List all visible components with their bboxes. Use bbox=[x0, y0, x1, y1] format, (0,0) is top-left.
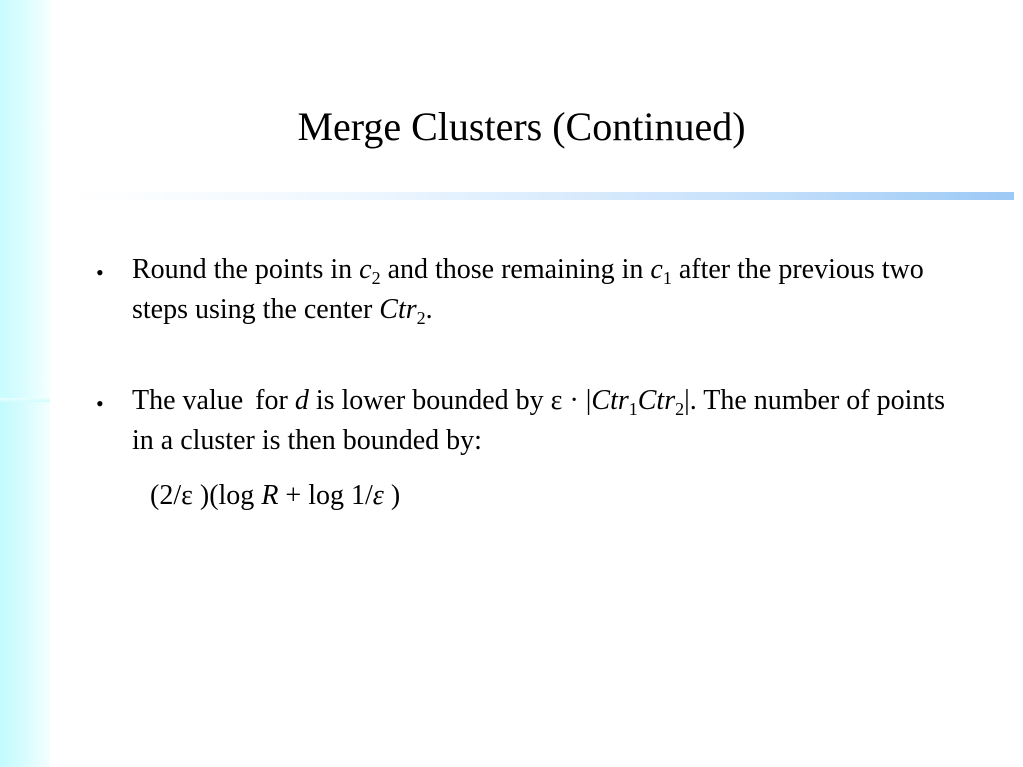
var-ctr2: Ctr bbox=[637, 385, 676, 416]
title-divider-rule bbox=[70, 192, 1014, 200]
bullet-2-text-c: is lower bounded by ε bbox=[308, 385, 563, 416]
bullet-text-1 bbox=[132, 250, 972, 330]
formula-part-4: ) bbox=[383, 480, 401, 511]
var-d: d bbox=[294, 385, 309, 416]
bullet-1-text-c: after the previous two steps using the center bbox=[132, 254, 924, 325]
bullet-text-2 bbox=[132, 381, 972, 461]
var-c2: c bbox=[359, 254, 372, 285]
left-decorative-band-bottom bbox=[0, 402, 50, 767]
bound-formula bbox=[150, 476, 400, 516]
bullet-marker-2: • bbox=[96, 391, 104, 416]
var-ctr1: Ctr bbox=[591, 385, 629, 416]
bullet-1-text-a: Round the points in bbox=[132, 254, 360, 285]
var-r: R bbox=[261, 480, 279, 511]
bullet-2-text-d: · | bbox=[562, 385, 592, 416]
formula-part-3: + log 1/ bbox=[278, 480, 373, 511]
bullet-2-text-b: for bbox=[255, 385, 295, 416]
slide-title-text: Merge Clusters (Continued) bbox=[297, 104, 746, 149]
var-c1: c bbox=[650, 254, 663, 285]
slide-title bbox=[0, 103, 1023, 151]
bullet-2-text-e: |. The number of points in a cluster is then bounded by: bbox=[132, 385, 946, 456]
var-epsilon: ε bbox=[372, 480, 384, 511]
bullet-1-text-d: . bbox=[425, 294, 433, 325]
sub-ctr2: 2 bbox=[675, 399, 685, 419]
bullet-2-text-a: The value bbox=[132, 385, 244, 416]
formula-part-1: (2/ε bbox=[150, 480, 193, 511]
var-ctr: Ctr bbox=[379, 294, 417, 325]
sub-ctr: 2 bbox=[416, 308, 426, 328]
formula-part-2: )(log bbox=[192, 480, 262, 511]
sub-c1: 1 bbox=[662, 268, 672, 288]
bullet-1-text-b: and those remaining in bbox=[380, 254, 651, 285]
left-decorative-band-top bbox=[0, 0, 50, 402]
sub-ctr1: 1 bbox=[628, 399, 638, 419]
bullet-marker-1: • bbox=[96, 260, 104, 285]
sub-c2: 2 bbox=[371, 268, 381, 288]
